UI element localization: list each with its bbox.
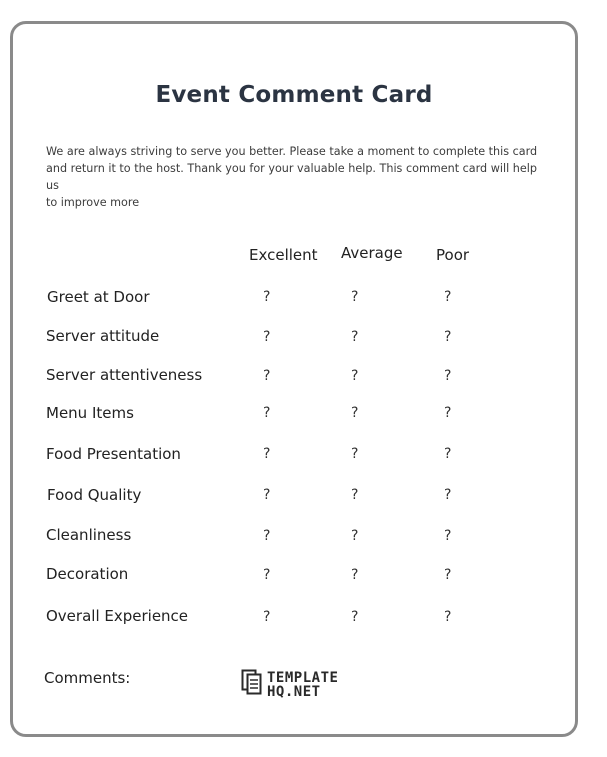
column-header-poor: Poor bbox=[436, 246, 470, 264]
column-header-average: Average bbox=[341, 244, 403, 262]
rating-checkbox-excellent[interactable]: ? bbox=[263, 446, 271, 462]
rating-checkbox-average[interactable]: ? bbox=[351, 528, 359, 544]
logo-net: .NET bbox=[284, 683, 321, 700]
rating-checkbox-average[interactable]: ? bbox=[351, 329, 359, 345]
rating-checkbox-poor[interactable]: ? bbox=[444, 528, 452, 544]
rating-checkbox-excellent[interactable]: ? bbox=[263, 289, 271, 305]
rating-checkbox-average[interactable]: ? bbox=[351, 487, 359, 503]
rating-checkbox-average[interactable]: ? bbox=[351, 405, 359, 421]
row-label-menu-items: Menu Items bbox=[46, 404, 134, 422]
intro-text bbox=[46, 143, 546, 211]
rating-checkbox-excellent[interactable]: ? bbox=[263, 609, 271, 625]
rating-checkbox-average[interactable]: ? bbox=[351, 567, 359, 583]
row-label-overall-experience: Overall Experience bbox=[46, 607, 189, 625]
rating-checkbox-average[interactable]: ? bbox=[351, 289, 359, 305]
row-label-cleanliness: Cleanliness bbox=[46, 526, 132, 544]
rating-checkbox-poor[interactable]: ? bbox=[444, 567, 452, 583]
row-label-server-attentiveness: Server attentiveness bbox=[46, 366, 203, 384]
rating-checkbox-excellent[interactable]: ? bbox=[263, 329, 271, 345]
rating-checkbox-average[interactable]: ? bbox=[351, 609, 359, 625]
row-label-food-presentation: Food Presentation bbox=[46, 445, 181, 463]
card-title: Event Comment Card bbox=[155, 82, 433, 108]
rating-checkbox-poor[interactable]: ? bbox=[444, 329, 452, 345]
templatehq-logo bbox=[241, 669, 338, 700]
intro-line: and return it to the host. Thank you for your valuable help. This comment card will help us bbox=[46, 162, 537, 192]
rating-checkbox-poor[interactable]: ? bbox=[444, 405, 452, 421]
logo-text bbox=[267, 671, 338, 699]
document-icon bbox=[241, 669, 263, 700]
rating-checkbox-poor[interactable]: ? bbox=[444, 446, 452, 462]
comments-label: Comments: bbox=[44, 669, 131, 687]
rating-checkbox-excellent[interactable]: ? bbox=[263, 405, 271, 421]
logo-line-2 bbox=[267, 685, 338, 699]
rating-checkbox-average[interactable]: ? bbox=[351, 446, 359, 462]
row-label-server-attitude: Server attitude bbox=[46, 327, 160, 345]
row-label-greet-at-door: Greet at Door bbox=[47, 288, 150, 306]
rating-checkbox-poor[interactable]: ? bbox=[444, 487, 452, 503]
intro-line: We are always striving to serve you better. Please take a moment to complete this card bbox=[46, 145, 538, 158]
column-header-excellent: Excellent bbox=[249, 246, 318, 264]
rating-checkbox-poor[interactable]: ? bbox=[444, 368, 452, 384]
rating-checkbox-excellent[interactable]: ? bbox=[263, 487, 271, 503]
rating-checkbox-average[interactable]: ? bbox=[351, 368, 359, 384]
logo-hq: HQ bbox=[267, 683, 285, 700]
rating-checkbox-excellent[interactable]: ? bbox=[263, 567, 271, 583]
intro-line: to improve more bbox=[46, 196, 140, 209]
row-label-food-quality: Food Quality bbox=[47, 486, 142, 504]
rating-checkbox-poor[interactable]: ? bbox=[444, 609, 452, 625]
row-label-decoration: Decoration bbox=[46, 565, 129, 583]
comment-card bbox=[10, 21, 578, 737]
rating-checkbox-poor[interactable]: ? bbox=[444, 289, 452, 305]
rating-checkbox-excellent[interactable]: ? bbox=[263, 368, 271, 384]
logo-line-1: TEMPLATE bbox=[267, 669, 339, 686]
rating-checkbox-excellent[interactable]: ? bbox=[263, 528, 271, 544]
